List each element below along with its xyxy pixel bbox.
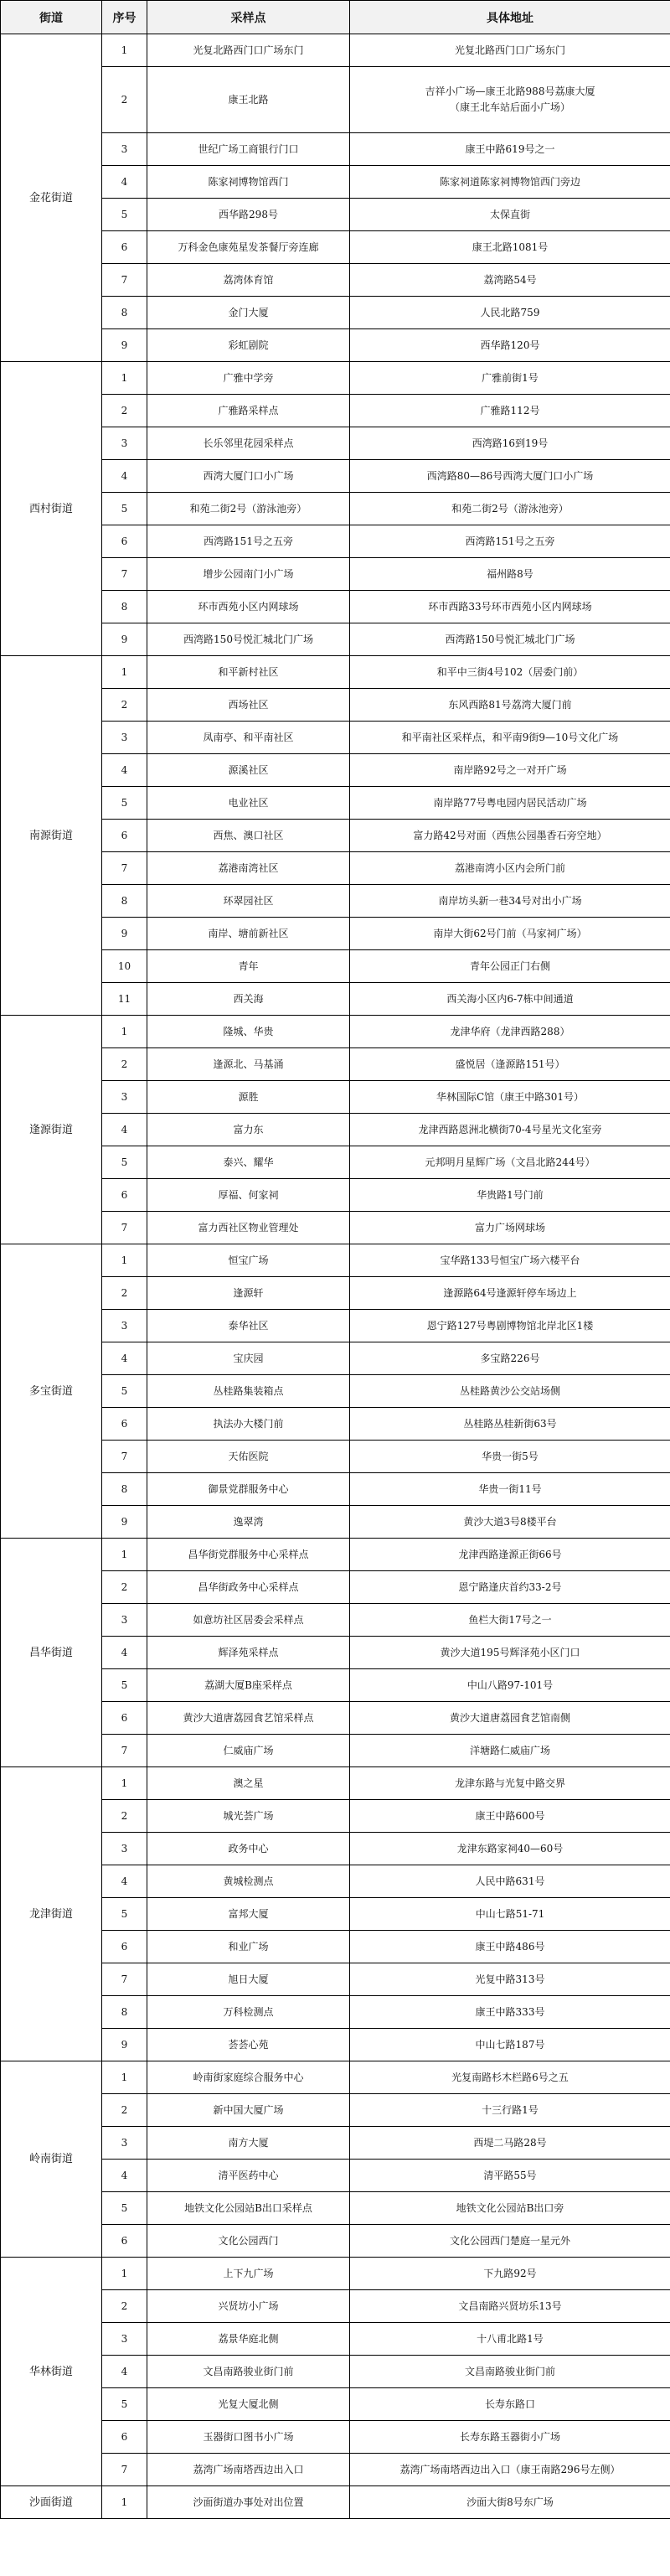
site-address: 光复北路西门口广场东门 (350, 34, 670, 67)
site-address: 地铁文化公园站B出口旁 (350, 2192, 670, 2225)
sampling-site: 厚福、何家祠 (147, 1179, 350, 1212)
site-address: 富力路42号对面（西焦公园墨香石旁空地） (350, 820, 670, 852)
site-address: 恩宁路127号粤剧博物馆北岸北区1楼 (350, 1310, 670, 1342)
sampling-site: 御景党群服务中心 (147, 1473, 350, 1506)
row-number: 5 (102, 1146, 147, 1179)
sampling-site: 隆城、华贵 (147, 1016, 350, 1048)
sampling-site: 富力东 (147, 1114, 350, 1146)
site-address: 广雅路112号 (350, 395, 670, 427)
site-address: 华贵路1号门前 (350, 1179, 670, 1212)
site-address: 龙津西路恩洲北横街70-4号星光文化室旁 (350, 1114, 670, 1146)
row-number: 1 (102, 362, 147, 395)
row-number: 7 (102, 1735, 147, 1767)
site-address: 荔湾广场南塔西边出入口（康王南路296号左侧） (350, 2454, 670, 2486)
row-number: 1 (102, 34, 147, 67)
row-number: 5 (102, 199, 147, 231)
sampling-site: 昌华街政务中心采样点 (147, 1571, 350, 1604)
sampling-site: 荔港南湾社区 (147, 852, 350, 885)
sampling-site: 黄沙大道唐荔园食艺馆采样点 (147, 1702, 350, 1735)
row-number: 2 (102, 1571, 147, 1604)
site-address: 西湾路16到19号 (350, 427, 670, 460)
site-address: 十三行路1号 (350, 2094, 670, 2127)
site-address: 长寿东路口 (350, 2388, 670, 2421)
sampling-site: 金门大厦 (147, 297, 350, 329)
row-number: 3 (102, 1833, 147, 1865)
row-number: 6 (102, 1702, 147, 1735)
row-number: 4 (102, 1637, 147, 1669)
sampling-site: 逢源北、马基涌 (147, 1048, 350, 1081)
row-number: 4 (102, 1114, 147, 1146)
sampling-site: 仁威庙广场 (147, 1735, 350, 1767)
site-address: 康王北路1081号 (350, 231, 670, 264)
sampling-site: 增步公园南门小广场 (147, 558, 350, 591)
site-address: 吉祥小广场—康王北路988号荔康大厦 （康王北车站后面小广场） (350, 67, 670, 133)
row-number: 4 (102, 460, 147, 493)
site-address: 康王中路486号 (350, 1931, 670, 1963)
site-address: 西堤二马路28号 (350, 2127, 670, 2160)
sampling-site: 荔景华庭北侧 (147, 2323, 350, 2356)
row-number: 5 (102, 787, 147, 820)
table-row (1, 1016, 670, 1048)
row-number: 5 (102, 2192, 147, 2225)
row-number: 7 (102, 2454, 147, 2486)
row-number: 1 (102, 1016, 147, 1048)
sampling-site: 万科金色康苑星发茶餐厅旁连廊 (147, 231, 350, 264)
street-name: 昌华街道 (1, 1539, 102, 1767)
sampling-site: 西焦、澳口社区 (147, 820, 350, 852)
sampling-site: 荔湾广场南塔西边出入口 (147, 2454, 350, 2486)
sampling-site: 泰华社区 (147, 1310, 350, 1342)
site-address: 西湾路80—86号西湾大厦门口小广场 (350, 460, 670, 493)
site-address: 广雅前街1号 (350, 362, 670, 395)
row-number: 10 (102, 950, 147, 983)
row-number: 4 (102, 1342, 147, 1375)
sampling-site: 环市西苑小区内网球场 (147, 591, 350, 623)
site-address: 文昌南路兴贤坊乐13号 (350, 2290, 670, 2323)
street-name: 西村街道 (1, 362, 102, 656)
site-address: 龙津西路逢源正街66号 (350, 1539, 670, 1571)
site-address: 清平路55号 (350, 2160, 670, 2192)
site-address: 逢源路64号逢源轩停车场边上 (350, 1277, 670, 1310)
sampling-site: 沙面街道办事处对出位置 (147, 2486, 350, 2519)
sampling-site: 万科检测点 (147, 1996, 350, 2029)
sampling-site: 富邦大厦 (147, 1898, 350, 1931)
row-number: 7 (102, 1441, 147, 1473)
site-address: 多宝路226号 (350, 1342, 670, 1375)
site-address: 南岸路77号粤电园内居民活动广场 (350, 787, 670, 820)
row-number: 4 (102, 1865, 147, 1898)
site-address: 沙面大街8号东广场 (350, 2486, 670, 2519)
street-name: 沙面街道 (1, 2486, 102, 2519)
site-address: 中山八路97-101号 (350, 1669, 670, 1702)
table-row (1, 2061, 670, 2094)
site-address: 龙津华府（龙津西路288） (350, 1016, 670, 1048)
row-number: 6 (102, 1179, 147, 1212)
site-address: 青年公园正门右侧 (350, 950, 670, 983)
row-number: 7 (102, 1212, 147, 1244)
row-number: 5 (102, 1375, 147, 1408)
row-number: 5 (102, 1898, 147, 1931)
sampling-site: 清平医药中心 (147, 2160, 350, 2192)
row-number: 2 (102, 395, 147, 427)
row-number: 6 (102, 2421, 147, 2454)
site-address: 荔湾路54号 (350, 264, 670, 297)
site-address: 人民中路631号 (350, 1865, 670, 1898)
sampling-site: 源溪社区 (147, 754, 350, 787)
site-address: 太保直街 (350, 199, 670, 231)
table-row (1, 1244, 670, 1277)
site-address: 康王中路600号 (350, 1800, 670, 1833)
sampling-site: 西湾大厦门口小广场 (147, 460, 350, 493)
row-number: 3 (102, 722, 147, 754)
table-row (1, 2486, 670, 2519)
site-address: 丛桂路丛桂新街63号 (350, 1408, 670, 1441)
site-address: 长寿东路玉器街小广场 (350, 2421, 670, 2454)
row-number: 4 (102, 2160, 147, 2192)
row-number: 6 (102, 231, 147, 264)
sampling-site: 岭南街家庭综合服务中心 (147, 2061, 350, 2094)
site-address: 和苑二街2号（游泳池旁） (350, 493, 670, 525)
site-address: 文昌南路骏业街门前 (350, 2356, 670, 2388)
sampling-site: 凤南亭、和平南社区 (147, 722, 350, 754)
site-address: 文化公园西门楚庭一星元外 (350, 2225, 670, 2258)
sampling-site: 如意坊社区居委会采样点 (147, 1604, 350, 1637)
header-address: 具体地址 (350, 1, 670, 34)
row-number: 3 (102, 427, 147, 460)
header-number: 序号 (102, 1, 147, 34)
site-address: 南岸大街62号门前（马家祠广场） (350, 918, 670, 950)
site-address: 宝华路133号恒宝广场六楼平台 (350, 1244, 670, 1277)
row-number: 7 (102, 558, 147, 591)
row-number: 9 (102, 2029, 147, 2061)
street-name: 龙津街道 (1, 1767, 102, 2061)
row-number: 2 (102, 689, 147, 722)
site-address: 福州路8号 (350, 558, 670, 591)
header-street: 街道 (1, 1, 102, 34)
site-address: 龙津东路家祠40—60号 (350, 1833, 670, 1865)
sampling-site: 澳之星 (147, 1767, 350, 1800)
sampling-site: 西场社区 (147, 689, 350, 722)
row-number: 1 (102, 2061, 147, 2094)
site-address: 西关海小区内6-7栋中间通道 (350, 983, 670, 1016)
row-number: 2 (102, 1277, 147, 1310)
site-address: 荔港南湾小区内会所门前 (350, 852, 670, 885)
sampling-site: 辉泽苑采样点 (147, 1637, 350, 1669)
sampling-site: 旭日大厦 (147, 1963, 350, 1996)
sampling-site: 恒宝广场 (147, 1244, 350, 1277)
sampling-site: 玉器街口图书小广场 (147, 2421, 350, 2454)
sampling-site: 和业广场 (147, 1931, 350, 1963)
site-address: 黄沙大道195号辉泽苑小区门口 (350, 1637, 670, 1669)
row-number: 2 (102, 67, 147, 133)
row-number: 3 (102, 2323, 147, 2356)
sampling-site: 天佑医院 (147, 1441, 350, 1473)
row-number: 9 (102, 623, 147, 656)
sampling-site: 逸翠湾 (147, 1506, 350, 1539)
sampling-site: 荔湖大厦B座采样点 (147, 1669, 350, 1702)
row-number: 2 (102, 2290, 147, 2323)
site-address: 下九路92号 (350, 2258, 670, 2290)
site-address: 中山七路51-71 (350, 1898, 670, 1931)
sampling-site: 城光荟广场 (147, 1800, 350, 1833)
sampling-site: 荟荟心苑 (147, 2029, 350, 2061)
row-number: 6 (102, 1408, 147, 1441)
sampling-site: 长乐邻里花园采样点 (147, 427, 350, 460)
row-number: 5 (102, 1669, 147, 1702)
site-address: 黄沙大道3号8楼平台 (350, 1506, 670, 1539)
sampling-site: 泰兴、耀华 (147, 1146, 350, 1179)
sampling-site: 宝庆园 (147, 1342, 350, 1375)
sampling-site: 和苑二街2号（游泳池旁） (147, 493, 350, 525)
site-address: 盛悦居（逢源路151号） (350, 1048, 670, 1081)
row-number: 3 (102, 1310, 147, 1342)
header-site: 采样点 (147, 1, 350, 34)
sampling-site: 和平新村社区 (147, 656, 350, 689)
sampling-site: 陈家祠博物馆西门 (147, 166, 350, 199)
row-number: 9 (102, 918, 147, 950)
site-address: 康王中路333号 (350, 1996, 670, 2029)
site-address: 华贵一街11号 (350, 1473, 670, 1506)
sampling-site: 青年 (147, 950, 350, 983)
sampling-site: 上下九广场 (147, 2258, 350, 2290)
sampling-site: 电业社区 (147, 787, 350, 820)
site-address: 南岸路92号之一对开广场 (350, 754, 670, 787)
row-number: 8 (102, 1996, 147, 2029)
row-number: 8 (102, 885, 147, 918)
row-number: 6 (102, 2225, 147, 2258)
street-name: 岭南街道 (1, 2061, 102, 2258)
sampling-site: 文化公园西门 (147, 2225, 350, 2258)
site-address: 西华路120号 (350, 329, 670, 362)
sampling-site: 富力西社区物业管理处 (147, 1212, 350, 1244)
row-number: 5 (102, 493, 147, 525)
site-address: 光复中路313号 (350, 1963, 670, 1996)
street-name: 华林街道 (1, 2258, 102, 2486)
sampling-site: 丛桂路集装箱点 (147, 1375, 350, 1408)
sampling-site: 地铁文化公园站B出口采样点 (147, 2192, 350, 2225)
sampling-site: 源胜 (147, 1081, 350, 1114)
site-address: 人民北路759 (350, 297, 670, 329)
row-number: 7 (102, 1963, 147, 1996)
sampling-site: 环翠园社区 (147, 885, 350, 918)
row-number: 8 (102, 1473, 147, 1506)
sampling-site: 南方大厦 (147, 2127, 350, 2160)
site-address: 康王中路619号之一 (350, 133, 670, 166)
site-address: 光复南路杉木栏路6号之五 (350, 2061, 670, 2094)
row-number: 1 (102, 1767, 147, 1800)
row-number: 2 (102, 2094, 147, 2127)
street-name: 南源街道 (1, 656, 102, 1016)
table-body (1, 34, 670, 2519)
sampling-site: 文昌南路骏业街门前 (147, 2356, 350, 2388)
table-row (1, 2258, 670, 2290)
row-number: 3 (102, 133, 147, 166)
row-number: 8 (102, 297, 147, 329)
row-number: 7 (102, 852, 147, 885)
sampling-site: 荔湾体育馆 (147, 264, 350, 297)
row-number: 11 (102, 983, 147, 1016)
sampling-site: 世纪广场工商银行门口 (147, 133, 350, 166)
site-address: 陈家祠道陈家祠博物馆西门旁边 (350, 166, 670, 199)
sampling-site: 新中国大厦广场 (147, 2094, 350, 2127)
row-number: 3 (102, 1081, 147, 1114)
row-number: 8 (102, 591, 147, 623)
row-number: 9 (102, 1506, 147, 1539)
site-address: 丛桂路黄沙公交站场侧 (350, 1375, 670, 1408)
site-address: 中山七路187号 (350, 2029, 670, 2061)
sampling-site: 西湾路150号悦汇城北门广场 (147, 623, 350, 656)
header-row (1, 1, 670, 34)
row-number: 1 (102, 656, 147, 689)
row-number: 9 (102, 329, 147, 362)
sampling-site: 广雅中学旁 (147, 362, 350, 395)
row-number: 7 (102, 264, 147, 297)
row-number: 1 (102, 1539, 147, 1571)
row-number: 2 (102, 1800, 147, 1833)
row-number: 5 (102, 2388, 147, 2421)
sampling-site: 昌华街党群服务中心采样点 (147, 1539, 350, 1571)
sampling-site: 逢源轩 (147, 1277, 350, 1310)
sampling-site: 政务中心 (147, 1833, 350, 1865)
sampling-site: 西华路298号 (147, 199, 350, 231)
site-address: 元邦明月星辉广场（文昌北路244号） (350, 1146, 670, 1179)
sampling-site: 彩虹剧院 (147, 329, 350, 362)
site-address: 富力广场网球场 (350, 1212, 670, 1244)
site-address: 和平中三街4号102（居委门前） (350, 656, 670, 689)
row-number: 4 (102, 754, 147, 787)
row-number: 4 (102, 166, 147, 199)
row-number: 6 (102, 1931, 147, 1963)
table-row (1, 34, 670, 67)
site-address: 恩宁路逢庆首约33-2号 (350, 1571, 670, 1604)
sampling-site: 南岸、塘前新社区 (147, 918, 350, 950)
table-row (1, 1767, 670, 1800)
sampling-site: 西湾路151号之五旁 (147, 525, 350, 558)
row-number: 6 (102, 820, 147, 852)
row-number: 3 (102, 1604, 147, 1637)
site-address: 华贵一街5号 (350, 1441, 670, 1473)
row-number: 2 (102, 1048, 147, 1081)
site-address: 鱼栏大街17号之一 (350, 1604, 670, 1637)
sampling-site: 康王北路 (147, 67, 350, 133)
site-address: 南岸坊头新一巷34号对出小广场 (350, 885, 670, 918)
site-address: 洋塘路仁威庙广场 (350, 1735, 670, 1767)
table-row (1, 362, 670, 395)
street-name: 金花街道 (1, 34, 102, 362)
table-row (1, 656, 670, 689)
site-address: 华林国际C馆（康王中路301号） (350, 1081, 670, 1114)
sampling-site: 兴贤坊小广场 (147, 2290, 350, 2323)
sampling-site: 光复北路西门口广场东门 (147, 34, 350, 67)
sampling-site: 广雅路采样点 (147, 395, 350, 427)
site-address: 环市西路33号环市西苑小区内网球场 (350, 591, 670, 623)
sampling-site: 西关海 (147, 983, 350, 1016)
sampling-site: 黄城检测点 (147, 1865, 350, 1898)
row-number: 3 (102, 2127, 147, 2160)
row-number: 4 (102, 2356, 147, 2388)
site-address: 十八甫北路1号 (350, 2323, 670, 2356)
sampling-site: 光复大厦北侧 (147, 2388, 350, 2421)
row-number: 6 (102, 525, 147, 558)
row-number: 1 (102, 2258, 147, 2290)
sampling-site: 执法办大楼门前 (147, 1408, 350, 1441)
site-address: 西湾路151号之五旁 (350, 525, 670, 558)
site-address: 东风西路81号荔湾大厦门前 (350, 689, 670, 722)
site-address: 黄沙大道唐荔园食艺馆南侧 (350, 1702, 670, 1735)
row-number: 1 (102, 2486, 147, 2519)
row-number: 1 (102, 1244, 147, 1277)
table-row (1, 1539, 670, 1571)
site-address: 西湾路150号悦汇城北门广场 (350, 623, 670, 656)
site-address: 和平南社区采样点，和平南9街9—10号文化广场 (350, 722, 670, 754)
street-name: 多宝街道 (1, 1244, 102, 1539)
street-name: 逢源街道 (1, 1016, 102, 1244)
site-address: 龙津东路与光复中路交界 (350, 1767, 670, 1800)
